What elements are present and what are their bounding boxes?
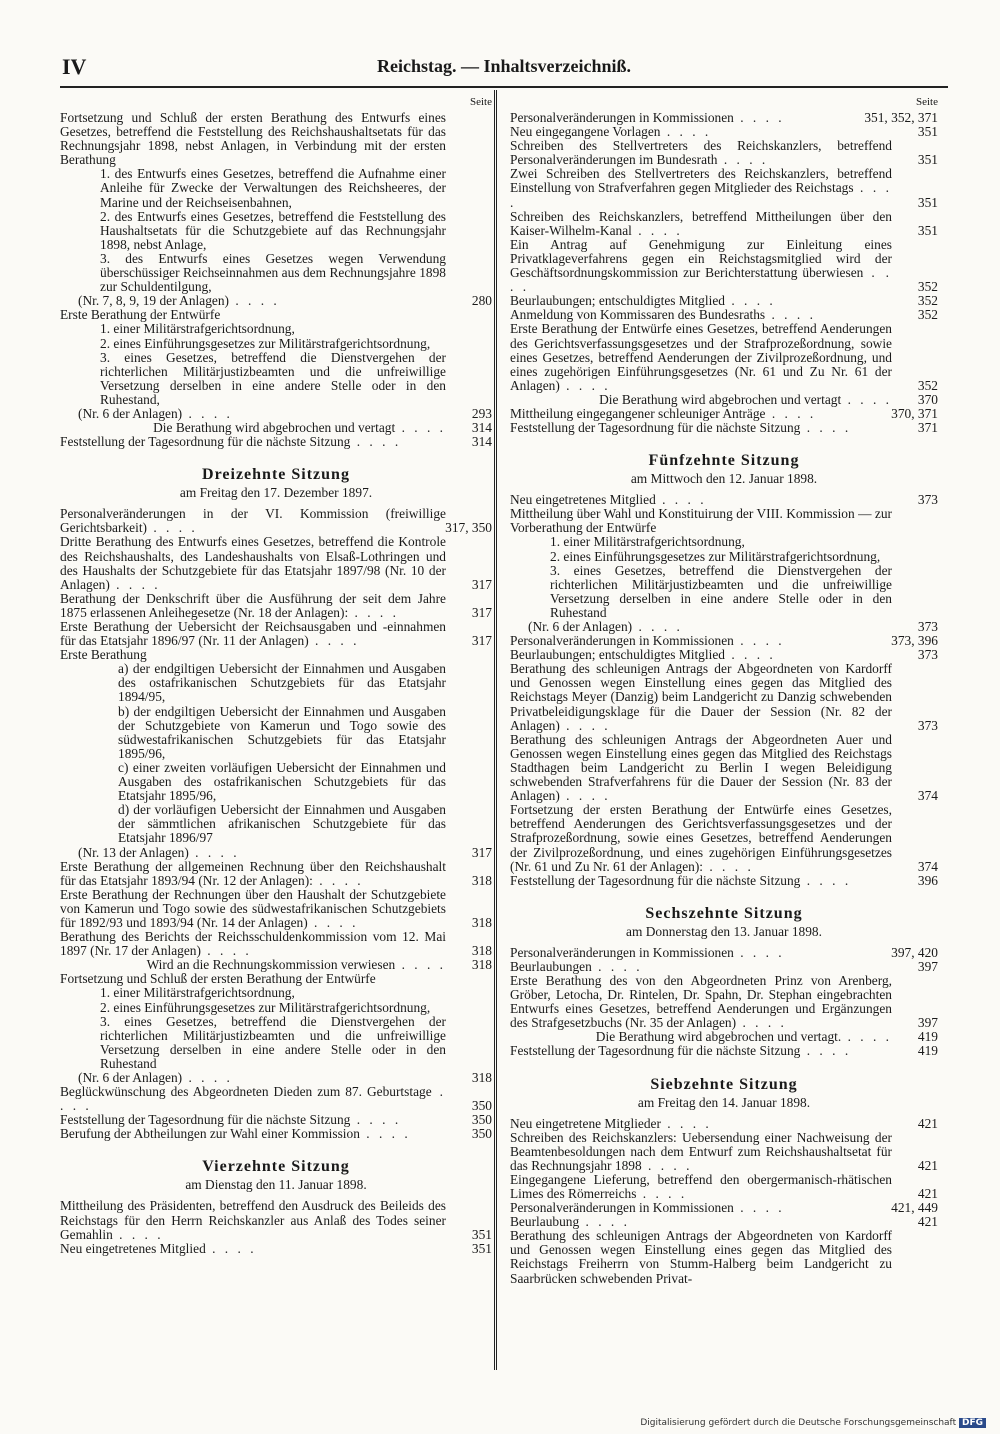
toc-entry [510, 507, 938, 535]
leader-dots: . . . . [559, 377, 611, 393]
entry-text: 1. einer Militärstrafgerichtsordnung, [550, 534, 745, 550]
entry-text: (Nr. 6 der Anlagen) [78, 1070, 183, 1085]
toc-entry [60, 986, 492, 1000]
entry-text: Personalveränderungen in Kommissionen [510, 944, 734, 960]
leader-dots: . . . . [841, 1029, 892, 1045]
page-ref: 373 [917, 647, 938, 663]
toc-entry [510, 634, 938, 648]
entry-text: Eingegangene Lieferung, betreffend den obergermanisch-rhätischen Limes des Römerreichs [510, 1171, 892, 1201]
page-ref: 352 [917, 293, 938, 309]
toc-entry [60, 620, 492, 648]
page-ref: 317 [471, 604, 492, 620]
toc-entry [60, 761, 492, 803]
page-ref: 351 [917, 124, 938, 140]
entry-text: Erste Berathung [60, 647, 147, 663]
toc-entry [60, 930, 492, 958]
page-ref: 350 [471, 1112, 492, 1128]
dfg-logo: DFG [959, 1418, 986, 1428]
toc-entry [60, 1242, 492, 1256]
entry-text: Neu eingegangene Vorlagen [510, 124, 661, 140]
leader-dots: . . . . [733, 633, 785, 649]
entry-text: Fortsetzung der ersten Berathung der Entwürfe eines Gesetzes, betreffend Aenderungen des Gerichtsverfassungsgesetzes und der Strafprozeßordnung, sowie eines Gesetzes, betreffend Aenderungen der Zivilprozeßordnung, und eines zugehörigen Einführungsgesetzes (Nr. 61 und Zu Nr. 61 der Anlagen): [510, 802, 892, 874]
entry-text: Erste Berathung der Rechnungen über den Haushalt der Schutzgebiete von Kamerun und Togo sowie des südwestafrikanischen Schutzgebiets für 1892/93 und 1893/94 (Nr. 14 der Anlagen) [60, 886, 446, 930]
entry-text: Anmeldung von Kommissaren des Bundesraths [510, 307, 766, 323]
entry-text: (Nr. 6 der Anlagen) [528, 619, 633, 634]
page-ref: 351 [917, 194, 938, 210]
page-ref: 373, 396 [891, 633, 938, 649]
leader-dots: . . . . [800, 872, 852, 888]
toc-entry [510, 1030, 938, 1044]
toc-entry [510, 648, 938, 662]
page-ref: 352 [917, 279, 938, 295]
toc-entry [60, 1015, 492, 1071]
entry-text: (Nr. 13 der Anlagen) [78, 844, 189, 860]
entry-text: Die Berathung wird abgebrochen und vertagt. [595, 1029, 842, 1045]
leader-dots: . . . . [559, 717, 611, 733]
page-ref: 373 [917, 717, 938, 733]
entry-text: Mittheilung des Präsidenten, betreffend den Ausdruck des Beileids des Reichstags für den Herrn Reichskanzler aus Anlaß des Todes seiner Gemahlin [60, 1198, 446, 1242]
entry-text: Feststellung der Tagesordnung für die nächste Sitzung [510, 1043, 801, 1059]
leader-dots: . . . . [205, 1240, 257, 1256]
toc-entry [60, 111, 492, 167]
page-ref: 318 [471, 872, 492, 888]
leader-dots: . . . . [188, 844, 240, 860]
leader-dots: . . . . [800, 1043, 852, 1059]
toc-entry [60, 507, 492, 535]
toc-entry [510, 1201, 938, 1215]
leader-dots: . . . . [660, 124, 712, 140]
leader-dots: . . . . [641, 1157, 693, 1173]
entry-text: Erste Berathung der Uebersicht der Reichsausgaben und -einnahmen für das Etatsjahr 1896/97 (Nr. 11 der Anlagen) [60, 619, 446, 649]
leader-dots: . . . . [703, 858, 754, 874]
session-date: am Freitag den 17. Dezember 1897. [179, 485, 373, 501]
toc-entry [60, 252, 492, 294]
leader-dots: . . . . [717, 152, 769, 168]
entry-text: (Nr. 6 der Anlagen) [78, 405, 183, 421]
toc-entry [60, 705, 492, 761]
page-number: IV [62, 54, 87, 79]
entry-text: Beglückwünschung des Abgeordneten Dieden zum 87. Geburtstage [60, 1084, 432, 1100]
page-ref: 351 [917, 222, 938, 238]
toc-entry [510, 946, 938, 960]
page-ref: 351 [471, 1240, 492, 1256]
column-divider [494, 90, 497, 1370]
page-ref: 317 [471, 844, 492, 860]
entry-text: Berathung des Berichts der Reichsschuldenkommission vom 12. Mai 1897 (Nr. 17 der Anlagen) [60, 929, 446, 959]
page-ref: 318 [471, 957, 492, 973]
leader-dots: . . . . [308, 633, 360, 649]
toc-entry [60, 662, 492, 704]
entry-text: Erste Berathung der Entwürfe eines Gesetzes, betreffend Aenderungen des Gerichtsverfassungsgesetzes und der Strafprozeßordnung, sowie eines Gesetzes, betreffend Aenderungen der Zivilprozeßordnung, und eines zugehörigen Einführungsgesetzes (Nr. 61 und Zu Nr. 61 der Anlagen) [510, 321, 892, 393]
entry-text: Berathung des schleunigen Antrags der Abgeordneten Auer und Genossen wegen Einstellung eines gegen das Mitglied des Reichstags Stadthagen beim Landgericht zu Berlin I wegen Beleidigung schwebenden Strafverfahrens für die Dauer der Session (Nr. 83 der Anlagen) [510, 731, 892, 804]
leader-dots: . . . . [655, 492, 707, 508]
page-ref: 374 [917, 788, 938, 804]
session-date: am Freitag den 14. Januar 1898. [637, 1094, 811, 1110]
toc-entry [510, 139, 938, 167]
right-column [510, 96, 938, 1286]
leader-dots: . . . . [510, 265, 893, 295]
toc-entry [510, 322, 938, 392]
toc-entry [60, 803, 492, 845]
session-date: am Mittwoch den 12. Januar 1898. [630, 471, 818, 487]
toc-entry [60, 958, 492, 972]
entry-text: 2. eines Einführungsgesetzes zur Militärstrafgerichtsordnung, [100, 999, 431, 1015]
entry-text: Dritte Berathung des Entwurfs eines Gesetzes, betreffend die Kontrole des Reichshaushalts, des Landeshaushalts von Elsaß-Lothringen und des Haushalts der Schutzgebiete für das Etatsjahr 1897/98 (Nr. 10 der Anlagen) [60, 534, 446, 592]
toc-entry [60, 308, 492, 322]
page-ref: 419 [917, 1029, 938, 1045]
toc-entry [510, 535, 938, 549]
leader-dots: . . . . [312, 872, 364, 888]
toc-entry [60, 1071, 492, 1085]
toc-entry [510, 620, 938, 634]
toc-entry [60, 167, 492, 209]
left-column [60, 96, 492, 1256]
leader-dots: . . . . [636, 1186, 688, 1201]
leader-dots: . . . . [350, 434, 402, 450]
toc-entry [60, 435, 492, 449]
page-ref: 280 [471, 293, 492, 309]
toc-entry [510, 803, 938, 873]
page-title: Reichstag. — Inhaltsverzeichniß. [377, 56, 631, 76]
entry-text: 1. einer Militärstrafgerichtsordnung, [100, 985, 295, 1001]
toc-entry [510, 960, 938, 974]
entry-text: a) der endgiltigen Uebersicht der Einnahmen und Ausgaben des ostafrikanischen Schutzgebiets für das Etatsjahr 1894/95, [118, 661, 446, 705]
entry-text: 3. eines Gesetzes, betreffend die Dienstvergehen der richterlichen Militärjustizbeamten und die unfreiwillige Versetzung derselben in eine andere Stelle oder in den Ruhestand [550, 562, 892, 620]
toc-entry [60, 407, 492, 421]
toc-entry [510, 238, 938, 294]
toc-entry [60, 860, 492, 888]
entry-text: Zwei Schreiben des Stellvertreters des Reichskanzlers, betreffend Einstellung von Strafverfahren gegen Mitglieder des Reichstags [510, 166, 892, 196]
page-ref: 351 [917, 152, 938, 168]
page-ref: 293 [471, 405, 492, 421]
session-heading: Vierzehnte Sitzung [202, 1158, 350, 1176]
toc-entry [510, 308, 938, 322]
entry-text: Mittheilung eingegangener schleuniger Anträge [510, 405, 766, 421]
toc-entry [510, 393, 938, 407]
leader-dots: . . . . [60, 1084, 447, 1114]
entry-text: 1. des Entwurfs eines Gesetzes, betreffend die Aufnahme einer Anleihe für Zwecke der Verwaltungen des Reichsheeres, der Marine und der Reichseisenbahnen, [100, 166, 446, 210]
page-ref: 352 [917, 377, 938, 393]
session-heading: Dreizehnte Sitzung [202, 466, 350, 484]
leader-dots: . . . . [359, 1126, 411, 1142]
entry-text: Berathung der Denkschrift über die Ausführung der seit dem Jahre 1875 erlassenen Anleihegesetze (Nr. 18 der Anlagen): [60, 590, 446, 620]
session-heading: Siebzehnte Sitzung [650, 1075, 798, 1093]
toc-entry [510, 407, 938, 421]
page-ref: 352 [917, 307, 938, 323]
toc-entry [60, 1199, 492, 1241]
entry-text: Personalveränderungen in der VI. Kommission (freiwillige Gerichtsbarkeit) [60, 506, 446, 536]
page-ref: 421, 449 [891, 1200, 938, 1216]
leader-dots: . . . . [733, 944, 785, 960]
entry-text: Beurlaubungen [510, 958, 592, 974]
page-ref: 318 [471, 943, 492, 959]
leader-dots: . . . . [736, 1015, 787, 1031]
toc-entry [60, 337, 492, 351]
entry-text: 3. des Entwurfs eines Gesetzes wegen Verwendung überschüssiger Reichseinnahmen aus dem Rechnungsjahre 1898 zur Schuldentilgung, [100, 250, 446, 295]
toc-entry [60, 351, 492, 407]
toc-entry [60, 421, 492, 435]
page-ref: 396 [917, 872, 938, 888]
leader-dots: . . . . [591, 958, 643, 974]
entry-text: Mittheilung über Wahl und Konstituirung der VIII. Kommission — zur Vorberathung der Entwürfe [510, 506, 892, 536]
leader-dots: . . . . [350, 1112, 402, 1128]
entry-text: Feststellung der Tagesordnung für die nächste Sitzung [510, 420, 801, 436]
page-ref: 374 [917, 858, 938, 874]
page-ref: 318 [471, 914, 492, 930]
entry-text: Erste Berathung der allgemeinen Rechnung über den Reichshaushalt für das Etatsjahr 1893/94 (Nr. 12 der Anlagen): [60, 858, 446, 888]
session-heading: Sechszehnte Sitzung [645, 904, 803, 922]
toc-entry [60, 972, 492, 986]
entry-text: Schreiben des Reichskanzlers: Uebersendung einer Nachweisung der Beamtenbesoldungen nach dem Entwurf zum Reichshaushaltsetat für das Rechnungsjahr 1898 [510, 1129, 892, 1173]
toc-entry [60, 1113, 492, 1127]
leader-dots: . . . . [182, 405, 233, 421]
entry-text: c) einer zweiten vorläufigen Uebersicht der Einnahmen und Ausgaben des ostafrikanischen Schutzgebiets für das Etatsjahr 1895/96, [118, 759, 446, 804]
leader-dots: . . . . [579, 1214, 630, 1230]
leader-dots: . . . . [559, 788, 611, 804]
toc-entry [510, 294, 938, 308]
entry-text: Fortsetzung und Schluß der ersten Berathung der Entwürfe [60, 971, 376, 987]
left-entries [60, 111, 492, 1256]
toc-entry [60, 1001, 492, 1015]
leader-dots: . . . . [112, 1226, 164, 1242]
leader-dots: . . . . [841, 391, 892, 407]
entry-text: (Nr. 7, 8, 9, 19 der Anlagen) [78, 293, 229, 309]
entry-text: Berufung der Abtheilungen zur Wahl einer Kommission [60, 1126, 360, 1142]
page-ref: 350 [471, 1098, 492, 1114]
toc-entry [510, 1044, 938, 1058]
toc-entry [510, 421, 938, 435]
leader-dots: . . . . [147, 520, 198, 536]
page-ref: 397 [917, 1015, 938, 1031]
toc-entry [60, 592, 492, 620]
entry-text: b) der endgiltigen Uebersicht der Einnahmen und Ausgaben der Schutzgebiete von Kamerun und Togo sowie des südwestafrikanischen Schutzgebiets für das Etatsjahr 1895/96, [118, 703, 446, 761]
seite-label: Seite [916, 96, 938, 108]
page-ref: 397, 420 [891, 944, 938, 960]
session-heading: Fünfzehnte Sitzung [648, 452, 800, 470]
toc-entry [60, 846, 492, 860]
page-ref: 317, 350 [445, 520, 492, 536]
leader-dots: . . . . [660, 1115, 712, 1131]
entry-text: 2. eines Einführungsgesetzes zur Militärstrafgerichtsordnung, [550, 548, 881, 564]
toc-entry [510, 662, 938, 732]
entry-text: Personalveränderungen in Kommissionen [510, 110, 734, 125]
entry-text: d) der vorläufigen Uebersicht der Einnahmen und Ausgaben der sämmtlichen afrikanischen Schutzgebiete für das Etatsjahr 1896/97 [118, 802, 446, 846]
entry-text: Die Berathung wird abgebrochen und vertagt [599, 391, 842, 407]
page-ref: 373 [917, 492, 938, 508]
toc-entry [510, 564, 938, 620]
leader-dots: . . . . [109, 576, 161, 592]
toc-entry [510, 550, 938, 564]
toc-entry [510, 1173, 938, 1201]
entry-text: 3. eines Gesetzes, betreffend die Dienstvergehen der richterlichen Militärjustizbeamten und die unfreiwillige Versetzung derselben in eine andere Stelle oder in den Ruhestand, [100, 349, 446, 407]
page-ref: 351 [471, 1226, 492, 1242]
entry-text: Feststellung der Tagesordnung für die nächste Sitzung [510, 872, 801, 888]
leader-dots: . . . . [733, 1200, 785, 1216]
toc-entry [60, 294, 492, 308]
seite-label: Seite [470, 96, 492, 108]
toc-entry [60, 1085, 492, 1113]
toc-entry [510, 1215, 938, 1229]
leader-dots: . . . . [510, 180, 892, 210]
leader-dots: . . . . [765, 307, 816, 323]
entry-text: Erste Berathung der Entwürfe [60, 307, 221, 323]
leader-dots: . . . . [800, 420, 852, 436]
page-ref: 421 [917, 1186, 938, 1201]
toc-entry [60, 535, 492, 591]
page-header [60, 46, 948, 88]
page-ref: 351, 352, 371 [864, 110, 938, 125]
entry-text: Wird an die Rechnungskommission verwiesen [146, 957, 396, 973]
leader-dots: . . . . [228, 293, 280, 309]
page-ref: 397 [917, 958, 938, 974]
leader-dots: . . . . [724, 647, 776, 663]
leader-dots: . . . . [200, 943, 252, 959]
page-ref: 419 [917, 1043, 938, 1059]
entry-text: Erste Berathung des von den Abgeordneten Prinz von Arenberg, Gröber, Letocha, Dr. Rintelen, Dr. Spahn, Dr. Stephan eingebrachten Entwurfs eines Gesetzes, betreffend Aenderungen und Ergänzungen des Strafgesetzbuchs (Nr. 35 der Anlagen) [510, 972, 892, 1031]
leader-dots: . . . . [631, 222, 683, 238]
leader-dots: . . . . [348, 604, 399, 620]
footer-text: Digitalisierung gefördert durch die Deutsche Forschungsgemeinschaft [640, 1418, 957, 1428]
entry-text: Schreiben des Reichskanzlers, betreffend Mittheilungen über den Kaiser-Wilhelm-Kanal [510, 208, 892, 238]
leader-dots: . . . . [395, 957, 446, 973]
toc-entry [60, 648, 492, 662]
entry-text: Feststellung der Tagesordnung für die nächste Sitzung [60, 434, 351, 450]
leader-dots: . . . . [307, 914, 359, 930]
entry-text: 2. eines Einführungsgesetzes zur Militärstrafgerichtsordnung, [100, 335, 431, 351]
entry-text: 3. eines Gesetzes, betreffend die Dienstvergehen der richterlichen Militärjustizbeamten und die unfreiwillige Versetzung derselben in eine andere Stelle oder in den Ruhestand [100, 1013, 446, 1071]
toc-entry [510, 210, 938, 238]
toc-entry [510, 974, 938, 1030]
toc-entry [60, 888, 492, 930]
session-date: am Donnerstag den 13. Januar 1898. [626, 923, 822, 939]
toc-entry [60, 210, 492, 252]
entry-text: Neu eingetretenes Mitglied [510, 492, 656, 508]
leader-dots: . . . . [765, 405, 817, 421]
toc-entry [60, 322, 492, 336]
page-ref: 421 [917, 1115, 938, 1131]
entry-text: Berathung des schleunigen Antrags der Abgeordneten von Kardorff und Genossen wegen Einstellung eines gegen das Mitglied des Reichstags Meyer (Danzig) beim Landgericht zu Danzig schwebenden Privatbeleidigungsklage für die Dauer der Session (Nr. 82 der Anlagen) [510, 661, 892, 733]
toc-entry [60, 1127, 492, 1141]
entry-text: 2. des Entwurfs eines Gesetzes, betreffend die Feststellung des Haushaltsetats für die Schutzgebiete auf das Rechnungsjahr 1898, nebst Anlage, [100, 208, 446, 252]
toc-entry [510, 1229, 938, 1285]
page-ref: 350 [471, 1126, 492, 1142]
leader-dots: . . . . [182, 1070, 233, 1085]
entry-text: Beurlaubungen; entschuldigtes Mitglied [510, 647, 725, 663]
entry-text: Die Berathung wird abgebrochen und vertagt [153, 420, 396, 436]
toc-entry [510, 1117, 938, 1131]
toc-entry [510, 125, 938, 139]
page-ref: 421 [917, 1214, 938, 1230]
leader-dots: . . . . [395, 420, 446, 436]
page-ref: 370 [917, 391, 938, 407]
toc-entry [510, 874, 938, 888]
entry-text: 1. einer Militärstrafgerichtsordnung, [100, 321, 295, 337]
entry-text: Personalveränderungen in Kommissionen [510, 633, 734, 649]
entry-text: Ein Antrag auf Genehmigung zur Einleitung eines Privatklageverfahrens gegen ein Reichstagsmitglied wird der Geschäftsordnungskommission zur Berichterstattung überwiesen [510, 236, 892, 281]
leader-dots: . . . . [632, 619, 683, 634]
entry-text: Berathung des schleunigen Antrags der Abgeordneten von Kardorff und Genossen wegen Einstellung eines gegen das Mitglied des Reichstags Freiherrn von Stumm-Halberg beim Landgericht zu Saarbrücken schwebenden Privat- [510, 1228, 892, 1286]
toc-entry [510, 167, 938, 209]
entry-text: Beurlaubungen; entschuldigtes Mitglied [510, 293, 725, 309]
entry-text: Neu eingetretene Mitglieder [510, 1115, 661, 1131]
page-ref: 314 [471, 420, 492, 436]
page-ref: 370, 371 [891, 405, 938, 421]
page-ref: 421 [917, 1157, 938, 1173]
entry-text: Feststellung der Tagesordnung für die nächste Sitzung [60, 1112, 351, 1128]
toc-entry [510, 493, 938, 507]
session-date: am Dienstag den 11. Januar 1898. [185, 1177, 367, 1193]
page-ref: 371 [917, 420, 938, 436]
leader-dots: . . . . [724, 293, 776, 309]
toc-entry [510, 733, 938, 803]
page-ref: 318 [471, 1070, 492, 1085]
entry-text: Fortsetzung und Schluß der ersten Berathung des Entwurfs eines Gesetzes, betreffend die Feststellung des Reichshaushaltsetats für das Rechnungsjahr 1898, nebst Anlagen, in Verbindung mit der ersten Berathung [60, 110, 446, 168]
toc-entry [510, 111, 938, 125]
toc-entry [510, 1131, 938, 1173]
page-ref: 317 [471, 633, 492, 649]
entry-text: Personalveränderungen in Kommissionen [510, 1200, 734, 1216]
entry-text: Neu eingetretenes Mitglied [60, 1240, 206, 1256]
footer-credit [640, 1418, 986, 1428]
entry-text: Beurlaubung [510, 1214, 580, 1230]
page-ref: 314 [471, 434, 492, 450]
page-ref: 373 [917, 619, 938, 634]
page-ref: 317 [471, 576, 492, 592]
leader-dots: . . . . [733, 110, 785, 125]
right-entries [510, 111, 938, 1286]
entry-text: Schreiben des Stellvertreters des Reichskanzlers, betreffend Personalveränderungen im Bundesrath [510, 138, 892, 168]
